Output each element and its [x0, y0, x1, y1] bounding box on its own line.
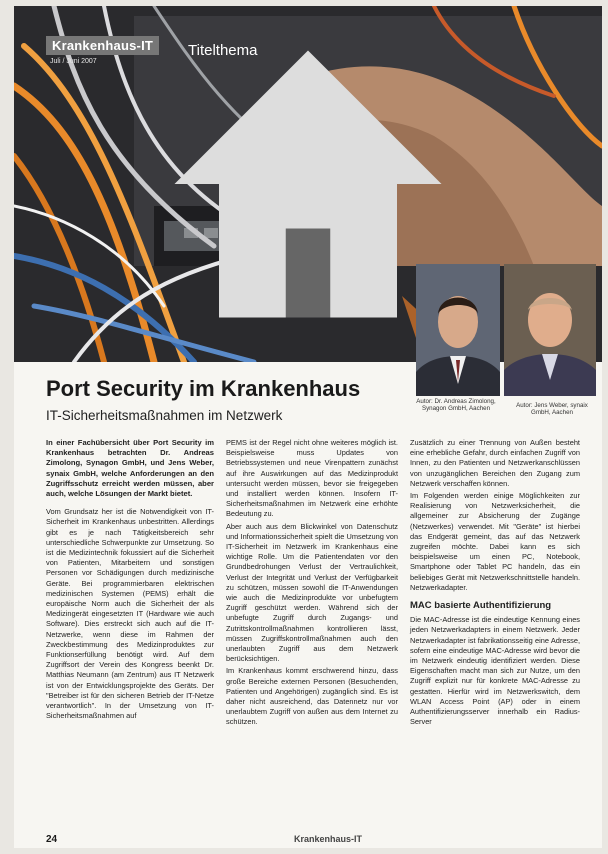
- author-photo-1: [416, 264, 500, 396]
- author-photo-2: [504, 264, 596, 396]
- paragraph: Im Krankenhaus kommt erschwerend hinzu, dass große Bereiche externen Personen (Besuchenden, Patienten und Angehörigen) zugänglich sind. Es ist daher nicht ausreichend, das Datennetz nur vor unerlaubtem Zugriff von außen aus dem Internet zu schützen.: [226, 666, 398, 727]
- paragraph: Zusätzlich zu einer Trennung von Außen besteht eine erhebliche Gefahr, durch einfachen Zugriff von Innen, zu den Patienten und Netzwerkanschlüssen von unzugänglichen Bereichen den Zugang zum Netzwerk verschaffen können.: [410, 438, 580, 488]
- paragraph: Vom Grundsatz her ist die Notwendigkeit von IT-Sicherheit im Krankenhaus unbestritten. Allerdings gibt es je nach Tätigkeitsbereich sehr unterschiedliche Schwerpunkte zur Umsetzung. So ist die Medizintechnik fokussiert auf die Sicherheit von Patienten, Mitarbeitern und sonstigen Personen vor Schädigungen durch medizinische Geräte. Bei programmierbaren elektrischen medizinischen Systemen (PEMS) erhält die europäische Norm auch die Sicherheit der als Medizingerät eingesetzten IT (Hardware wie auch Software). Dies erstreckt sich auch auf die IT-Netzwerke, wenn diese im Rahmen der Zweckbestimmung des Medizinproduktes zur Funktionserfüllung benötigt wird. Auf dem Zugriffsort der Verein des Kongress beenkt Dr. Matthias Neumann (am Zentrum) aus IT Netzwerk ist von der Entwicklungsprojekte des Geräts. Der "Betreiber ist für den sicheren Betrieb der IT-Netze verantwortlich". In der Umsetzung von IT-Sicherheitsmaßnahmen auf: [46, 507, 214, 721]
- text-column-1: [46, 438, 214, 723]
- text-column-3: [410, 438, 580, 729]
- magazine-logo: Krankenhaus-IT: [46, 36, 159, 55]
- paragraph: PEMS ist der Regel nicht ohne weiteres möglich ist. Beispielsweise muss Updates von Betriebssystemen und neue Virenpattern zunächst auf ihre Auswirkungen auf das Medizinprodukt untersucht werden müssen, bevor sie freigegeben und installiert werden können. Insofern IT-Sicherheitsmaßnahmen im Netzwerk eine erhöhte Bedeutung zu.: [226, 438, 398, 519]
- paragraph: Die MAC-Adresse ist die eindeutige Kennung eines jeden Netzwerkadapters in einem Netzwerk. Jeder Netzwerkadapter ist fabrikationsseitig eine Adresse, sofern eine eindeutige MAC-Adresse wird bevor die im Netzwerk eindeutig identifiziert werden. Diese Eigenschaften macht man sich zur Nutze, um den Zugriff explizit nur für konkrete MAC-Adresse zu gestatten. Hierfür wird im Netzwerkswitch, dem WLAN Access Point (AP) oder in einem Authentifizierungsserver innerhalb ein Radius-Server: [410, 615, 580, 727]
- person-icon: [416, 264, 500, 396]
- section-title: Titelthema: [188, 42, 258, 59]
- author-caption-1: Autor: Dr. Andreas Zimolong, Synagon GmbH, Aachen: [416, 398, 496, 413]
- article-title: Port Security im Krankenhaus: [46, 376, 361, 401]
- footer-brand: Krankenhaus-IT: [294, 834, 363, 844]
- text-column-2: [226, 438, 398, 730]
- article-subtitle: IT-Sicherheitsmaßnahmen im Netzwerk: [46, 408, 283, 423]
- article-lead: In einer Fachübersicht über Port Security im Krankenhaus betrachten Dr. Andreas Zimolong, Synagon GmbH, und Jens Weber, synaix GmbH, welche Anforderungen an den Zugriffsschutz erreicht werden müssen, aber auch, welche Lösungen der Markt bietet.: [46, 438, 214, 499]
- page-number: 24: [46, 834, 58, 845]
- author-caption-2: Autor: Jens Weber, synaix GmbH, Aachen: [516, 402, 588, 417]
- section-heading: MAC basierte Authentifizierung: [410, 600, 552, 612]
- person-icon: [504, 264, 596, 396]
- paragraph: Im Folgenden werden einige Möglichkeiten zur Realisierung von Netzwerksicherheit, die allgemeiner zur Absicherung der Zugänge (Netzwerkes) verwendet. Mit "Geräte" ist hierbei das Endgerät gemeint, das auf das Netzwerk zugreifen möchte. Dabei kann es sich beispielsweise um einen PC, Notebook, Smartphone oder Tablet PC handeln, das ein beliebiges Gerät mit Netzwerkschnittstelle handeln. Netzwerkadapter.: [410, 491, 580, 592]
- issue-date: Juli / Juni 2007: [50, 58, 97, 65]
- paragraph: Aber auch aus dem Blickwinkel von Datenschutz und Informationssicherheit spielt die Umsetzung von IT-Sicherheit im Netzwerk im Krankenhaus eine wichtige Rolle. Um die Patientendaten vor den Grundbedrohungen Verlust der Vertraulichkeit, Verlust der Integrität und Verlust der Verfügbarkeit zu schützen, müssen sowohl die IT-Anwendungen wie auch die Medizinprodukte vor unbefugtem Zugriff geschützt werden. Während sich der unbefugte Zugriff durch Zugangs- und Zutrittskontrollmaßnahmen kontrollieren lässt, müssen Zugriffskontrollmaßnahmen auch den unerlaubten Zugriff aus dem Netzwerk berücksichtigen.: [226, 521, 398, 664]
- magazine-page: [14, 6, 602, 848]
